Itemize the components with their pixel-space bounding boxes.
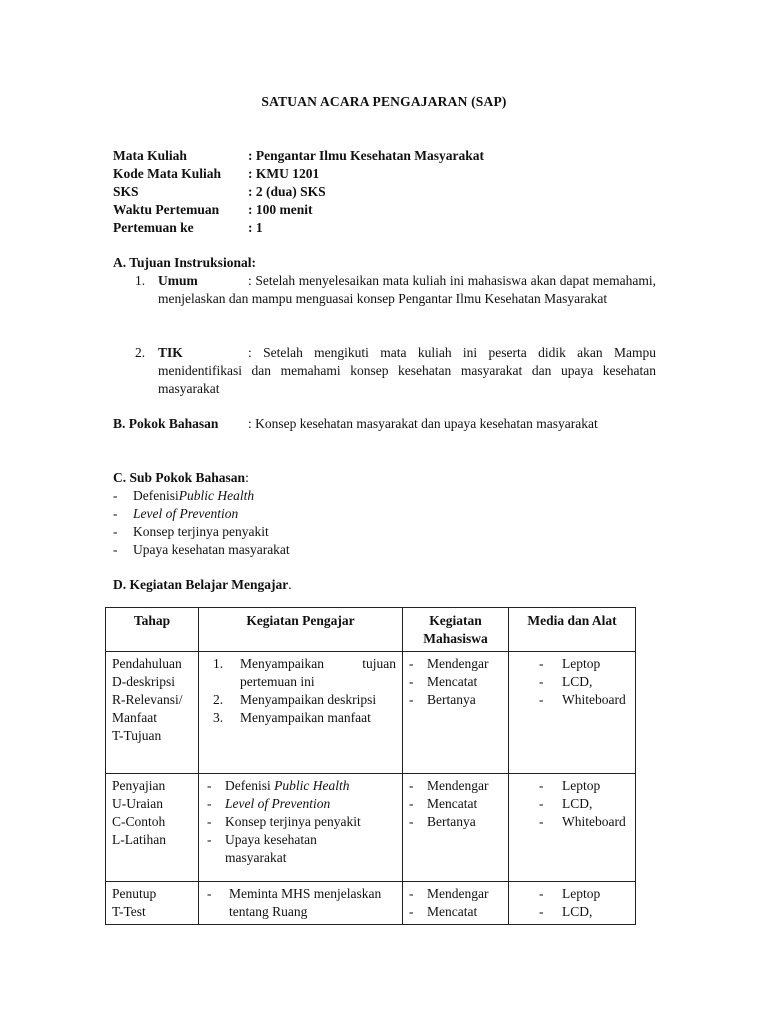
media-cell	[509, 882, 636, 925]
info-row	[113, 201, 484, 219]
item-text: Meminta MHS menjelaskan tentang Ruang	[229, 886, 382, 919]
list-item	[213, 709, 396, 727]
info-value: : 100 menit	[248, 202, 313, 217]
objective-item	[135, 272, 656, 308]
tahap-line: Pendahuluan	[112, 656, 182, 671]
sub-topic-list	[113, 487, 290, 559]
objective-text: : Setelah mengikuti mata kuliah ini peserta didik akan Mampu menidentifikasi dan memahami konsep kesehatan masyarakat dan upaya kesehatan masyarakat	[158, 345, 656, 396]
item-text: Leptop	[562, 656, 601, 671]
item-text: Defenisi	[225, 778, 275, 793]
tahap-cell	[106, 774, 199, 882]
section-c-title: C. Sub Pokok Bahasan	[113, 470, 246, 485]
list-item	[213, 655, 396, 691]
item-text: Leptop	[562, 886, 601, 901]
item-text: Whiteboard	[562, 692, 626, 707]
list-item: - Mencatat	[409, 796, 478, 811]
media-cell	[509, 652, 636, 774]
mahasiswa-list	[409, 777, 502, 831]
item-text: Mencatat	[427, 674, 478, 689]
media-list	[515, 777, 629, 831]
info-value: : 2 (dua) SKS	[248, 184, 326, 199]
list-marker: -	[207, 832, 212, 847]
tahap-line: T-Tujuan	[112, 728, 162, 743]
tahap-cell	[106, 652, 199, 774]
info-row	[113, 165, 484, 183]
mahasiswa-list	[409, 655, 502, 709]
pengajar-cell	[199, 882, 403, 925]
table-row	[106, 774, 636, 882]
info-key: Waktu Pertemuan	[113, 202, 220, 217]
tahap-line: L-Latihan	[112, 832, 166, 847]
section-a-heading: A. Tujuan Instruksional:	[113, 255, 256, 270]
list-marker: 2.	[213, 692, 224, 707]
list-item	[207, 777, 396, 795]
header-cell: Media dan Alat	[509, 608, 636, 652]
table-row	[106, 652, 636, 774]
item-text: Mendengar	[427, 656, 489, 671]
dash: -	[113, 524, 118, 539]
item-text: Whiteboard	[562, 814, 626, 829]
pengajar-cell	[199, 652, 403, 774]
list-marker: 1.	[213, 656, 224, 671]
list-item: - Mendengar	[409, 778, 489, 793]
item-text: Menyampaikan manfaat	[240, 710, 371, 725]
item-italic: Public Health	[274, 778, 350, 793]
list-item	[207, 813, 396, 831]
list-item: - Mendengar	[409, 656, 489, 671]
section-c-heading	[113, 469, 249, 487]
item-text: Konsep terjinya penyakit	[225, 814, 361, 829]
list-item: - LCD,	[539, 796, 593, 811]
list-marker: -	[207, 778, 212, 793]
list-item: - LCD,	[539, 904, 593, 919]
objective-text: : Setelah menyelesaikan mata kuliah ini mahasiswa akan dapat memahami, menjelaskan dan mampu menguasai konsep Pengantar Ilmu Kesehatan Masyarakat	[158, 273, 656, 306]
info-row	[113, 219, 484, 237]
mahasiswa-cell	[403, 882, 509, 925]
item-text: Mencatat	[427, 904, 478, 919]
list-item	[113, 541, 290, 559]
header-cell: Kegiatan Pengajar	[199, 608, 403, 652]
list-item	[207, 885, 396, 921]
item-text: LCD,	[562, 796, 593, 811]
info-key: SKS	[113, 184, 139, 199]
section-b-heading: B. Pokok Bahasan	[113, 416, 219, 431]
tahap-line: R-Relevansi/	[112, 692, 183, 707]
list-item	[213, 691, 396, 709]
objective-text-block	[158, 344, 656, 398]
tahap-line: Penyajian	[112, 778, 166, 793]
section-b	[113, 415, 598, 433]
list-item: - Bertanya	[409, 692, 476, 707]
mahasiswa-cell	[403, 774, 509, 882]
objective-item	[135, 344, 656, 398]
info-key: Mata Kuliah	[113, 148, 187, 163]
list-item: - Leptop	[539, 778, 601, 793]
section-d-title: D. Kegiatan Belajar Mengajar	[113, 577, 289, 592]
section-d-dot: .	[288, 577, 292, 592]
pengajar-list	[205, 777, 396, 867]
dash: -	[113, 542, 118, 557]
list-item	[113, 487, 290, 505]
list-item: - Bertanya	[409, 814, 476, 829]
media-list	[515, 655, 629, 709]
tahap-line: Manfaat	[112, 710, 157, 725]
info-key: Pertemuan ke	[113, 220, 194, 235]
tahap-line: Penutup	[112, 886, 157, 901]
list-marker: -	[207, 886, 212, 901]
objective-number: 2.	[135, 345, 146, 360]
dash: -	[113, 506, 118, 521]
info-row	[113, 183, 484, 201]
document-title: SATUAN ACARA PENGAJARAN (SAP)	[261, 94, 507, 109]
list-item: - LCD,	[539, 674, 593, 689]
list-item	[207, 831, 396, 867]
item-text: Mendengar	[427, 778, 489, 793]
list-item: - Mencatat	[409, 674, 478, 689]
item-text: Menyampaikan deskripsi	[240, 692, 377, 707]
list-item: - Leptop	[539, 656, 601, 671]
item-text: Mendengar	[427, 886, 489, 901]
list-marker: 3.	[213, 710, 224, 725]
header-cell: Kegiatan Mahasiswa	[403, 608, 509, 652]
table-header-row	[106, 608, 636, 652]
item-italic: Level of Prevention	[133, 506, 239, 521]
mahasiswa-cell	[403, 652, 509, 774]
item-text: Bertanya	[427, 814, 476, 829]
list-item	[207, 795, 396, 813]
objective-label: TIK	[158, 345, 183, 360]
list-item: - Mendengar	[409, 886, 489, 901]
item-text: LCD,	[562, 904, 593, 919]
objective-text-block	[158, 272, 656, 308]
pengajar-list	[205, 655, 396, 727]
item-text: LCD,	[562, 674, 593, 689]
item-text: Leptop	[562, 778, 601, 793]
pengajar-list	[205, 885, 396, 921]
info-row	[113, 147, 484, 165]
list-marker: -	[207, 814, 212, 829]
section-d-heading	[113, 576, 292, 594]
item-text: Upaya kesehatan masyarakat	[133, 542, 290, 557]
item-italic: Level of Prevention	[225, 796, 331, 811]
list-item: - Mencatat	[409, 904, 478, 919]
list-item	[113, 523, 290, 541]
info-value: : Pengantar Ilmu Kesehatan Masyarakat	[248, 148, 484, 163]
info-key: Kode Mata Kuliah	[113, 166, 222, 181]
list-item: - Leptop	[539, 886, 601, 901]
list-item	[113, 505, 290, 523]
section-b-text: : Konsep kesehatan masyarakat dan upaya kesehatan masyarakat	[248, 416, 598, 431]
table-row	[106, 882, 636, 925]
info-value: : 1	[248, 220, 263, 235]
media-list	[515, 885, 629, 921]
tahap-cell	[106, 882, 199, 925]
tahap-line: C-Contoh	[112, 814, 166, 829]
tahap-line: T-Test	[112, 904, 146, 919]
objective-label: Umum	[158, 273, 198, 288]
list-item: - Whiteboard	[539, 814, 626, 829]
list-item: - Whiteboard	[539, 692, 626, 707]
tahap-line: U-Uraian	[112, 796, 163, 811]
dash: -	[113, 488, 118, 503]
item-text: Konsep terjinya penyakit	[133, 524, 269, 539]
header-cell: Tahap	[106, 608, 199, 652]
activity-table	[105, 607, 636, 925]
mahasiswa-list	[409, 885, 502, 921]
item-text: Mencatat	[427, 796, 478, 811]
item-text: Upaya kesehatan masyarakat	[225, 832, 317, 865]
item-italic: Public Health	[178, 488, 255, 503]
item-text: Bertanya	[427, 692, 476, 707]
course-info	[113, 147, 484, 237]
info-value: : KMU 1201	[248, 166, 320, 181]
section-c-colon: :	[245, 470, 249, 485]
pengajar-cell	[199, 774, 403, 882]
item-text: Menyampaikan tujuan pertemuan ini	[240, 656, 396, 689]
item-text: Defenisi	[133, 488, 179, 503]
tahap-line: D-deskripsi	[112, 674, 175, 689]
list-marker: -	[207, 796, 212, 811]
media-cell	[509, 774, 636, 882]
objective-number: 1.	[135, 273, 146, 288]
